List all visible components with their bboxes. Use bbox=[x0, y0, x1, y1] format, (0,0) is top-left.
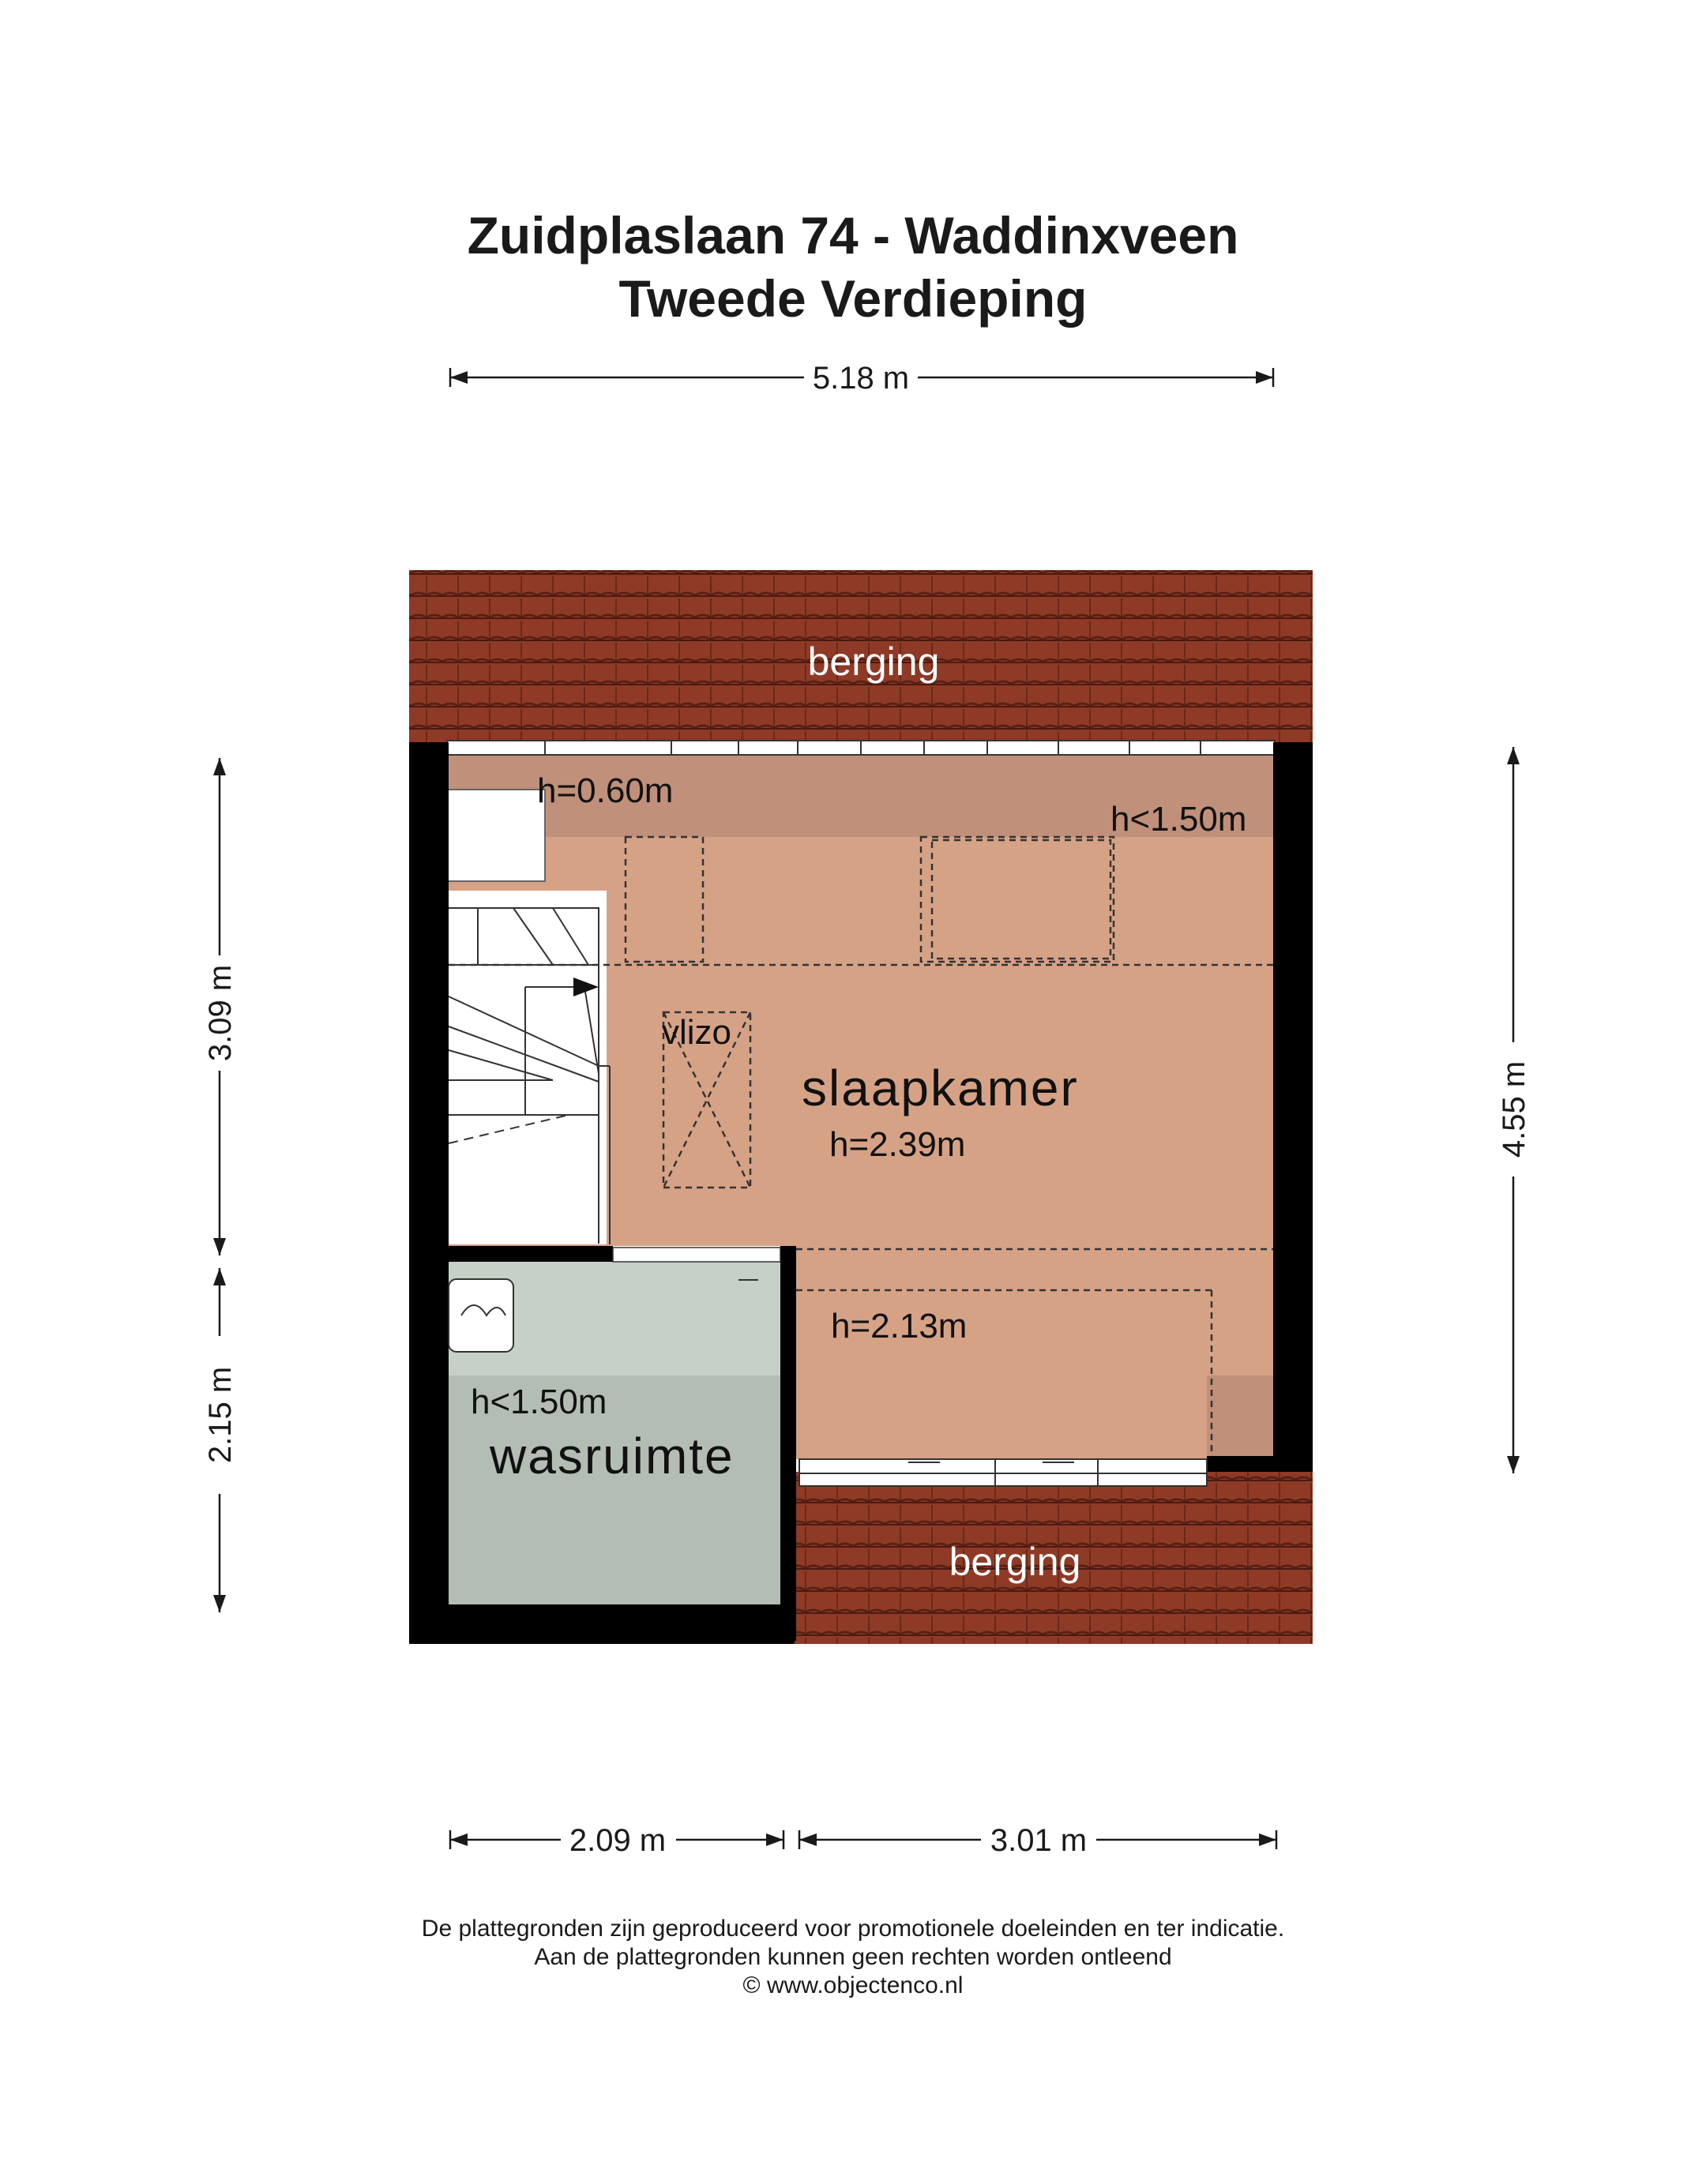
room-label-wasruimte: wasruimte bbox=[490, 1428, 735, 1484]
dim-top-label: 5.18 m bbox=[812, 361, 910, 396]
dim-bottom-right-label: 3.01 m bbox=[990, 1823, 1088, 1858]
label-vlizo: vlizo bbox=[662, 1013, 732, 1052]
dim-left-lower-label: 2.15 m bbox=[203, 1366, 238, 1464]
dimension-left-lower bbox=[203, 1268, 238, 1612]
room-label-slaapkamer: slaapkamer bbox=[802, 1060, 1079, 1116]
dimension-top bbox=[450, 361, 1273, 396]
height-knee-wall: h<1.50m bbox=[1110, 800, 1247, 839]
dimension-right bbox=[1497, 747, 1531, 1473]
room-label-berging-top: berging bbox=[807, 640, 940, 684]
dimension-bottom-left bbox=[450, 1823, 783, 1858]
dimension-bottom-right bbox=[799, 1823, 1276, 1858]
dimension-left-upper bbox=[203, 758, 238, 1255]
disclaimer-line-1: De plattegronden zijn geproduceerd voor promotionele doeleinden en ter indicatie. bbox=[421, 1916, 1285, 1942]
height-slaapkamer: h=2.39m bbox=[829, 1125, 966, 1164]
dim-right-label: 4.55 m bbox=[1497, 1060, 1531, 1158]
height-low-strip: h=0.60m bbox=[537, 771, 674, 810]
disclaimer-line-2: Aan de plattegronden kunnen geen rechten worden ontleend bbox=[534, 1944, 1172, 1970]
dormer-floor bbox=[795, 1246, 1275, 1459]
plan-subtitle: Tweede Verdieping bbox=[618, 269, 1088, 328]
dim-left-upper-label: 3.09 m bbox=[203, 964, 238, 1062]
low-zone-corner bbox=[1207, 1375, 1275, 1459]
cabinet bbox=[447, 790, 545, 881]
copyright-link[interactable]: © www.objectenco.nl bbox=[742, 1972, 964, 1998]
stair-area bbox=[447, 891, 607, 1244]
room-label-berging-bottom: berging bbox=[949, 1540, 1081, 1584]
height-wasruimte: h<1.50m bbox=[471, 1383, 607, 1421]
dim-bottom-left-label: 2.09 m bbox=[569, 1823, 667, 1858]
height-dormer: h=2.13m bbox=[831, 1307, 968, 1345]
doorway bbox=[613, 1248, 780, 1262]
plan-title: Zuidplaslaan 74 - Waddinxveen bbox=[467, 206, 1239, 265]
boiler-icon bbox=[449, 1279, 513, 1352]
